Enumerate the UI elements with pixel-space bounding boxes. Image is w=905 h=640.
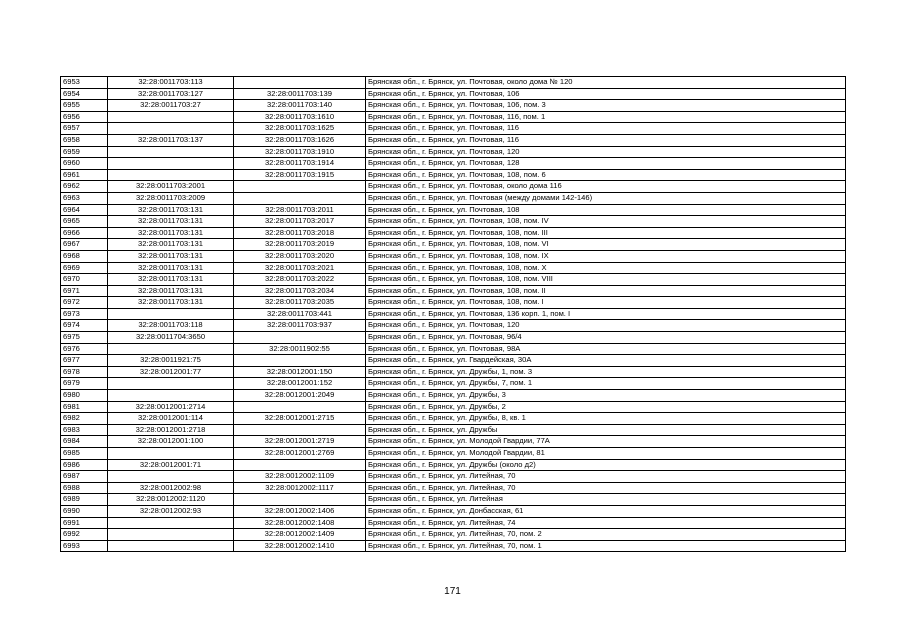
object-cadastral-cell — [234, 459, 366, 471]
row-number-cell: 6975 — [61, 332, 108, 344]
row-number-cell: 6961 — [61, 169, 108, 181]
address-cell: Брянская обл., г. Брянск, ул. Почтовая, 108, пом. IV — [366, 216, 846, 228]
table-row — [61, 134, 846, 146]
table-row — [61, 285, 846, 297]
registry-table-body — [61, 77, 846, 552]
parcel-cadastral-cell — [108, 517, 234, 529]
object-cadastral-cell — [234, 424, 366, 436]
parcel-cadastral-cell: 32:28:0011703:131 — [108, 250, 234, 262]
table-row — [61, 181, 846, 193]
table-row — [61, 192, 846, 204]
registry-table — [60, 76, 846, 552]
table-row — [61, 355, 846, 367]
object-cadastral-cell: 32:28:0011703:2011 — [234, 204, 366, 216]
row-number-cell: 6982 — [61, 413, 108, 425]
parcel-cadastral-cell: 32:28:0011703:27 — [108, 100, 234, 112]
row-number-cell: 6960 — [61, 158, 108, 170]
table-row — [61, 227, 846, 239]
parcel-cadastral-cell — [108, 111, 234, 123]
parcel-cadastral-cell: 32:28:0012002:1120 — [108, 494, 234, 506]
address-cell: Брянская обл., г. Брянск, ул. Почтовая, 116 — [366, 134, 846, 146]
row-number-cell: 6964 — [61, 204, 108, 216]
table-row — [61, 262, 846, 274]
address-cell: Брянская обл., г. Брянск, ул. Почтовая, 106, пом. 3 — [366, 100, 846, 112]
object-cadastral-cell: 32:28:0012001:2769 — [234, 448, 366, 460]
object-cadastral-cell: 32:28:0012001:2715 — [234, 413, 366, 425]
object-cadastral-cell: 32:28:0012002:1410 — [234, 540, 366, 552]
address-cell: Брянская обл., г. Брянск, ул. Почтовая, 120 — [366, 320, 846, 332]
address-cell: Брянская обл., г. Брянск, ул. Почтовая (между домами 142-146) — [366, 192, 846, 204]
row-number-cell: 6991 — [61, 517, 108, 529]
object-cadastral-cell: 32:28:0012001:152 — [234, 378, 366, 390]
parcel-cadastral-cell: 32:28:0011703:131 — [108, 274, 234, 286]
table-row — [61, 274, 846, 286]
page-number: 171 — [444, 586, 461, 597]
parcel-cadastral-cell: 32:28:0011703:131 — [108, 227, 234, 239]
parcel-cadastral-cell — [108, 158, 234, 170]
parcel-cadastral-cell — [108, 123, 234, 135]
parcel-cadastral-cell: 32:28:0012001:2714 — [108, 401, 234, 413]
parcel-cadastral-cell — [108, 471, 234, 483]
address-cell: Брянская обл., г. Брянск, ул. Почтовая, 108, пом. III — [366, 227, 846, 239]
table-row — [61, 332, 846, 344]
address-cell: Брянская обл., г. Брянск, ул. Почтовая, 116 — [366, 123, 846, 135]
parcel-cadastral-cell — [108, 308, 234, 320]
table-row — [61, 366, 846, 378]
address-cell: Брянская обл., г. Брянск, ул. Почтовая, 108 — [366, 204, 846, 216]
address-cell: Брянская обл., г. Брянск, ул. Литейная, 70, пом. 1 — [366, 540, 846, 552]
address-cell: Брянская обл., г. Брянск, ул. Почтовая, 136 корп. 1, пом. I — [366, 308, 846, 320]
row-number-cell: 6970 — [61, 274, 108, 286]
parcel-cadastral-cell — [108, 146, 234, 158]
parcel-cadastral-cell: 32:28:0012001:2718 — [108, 424, 234, 436]
table-row — [61, 111, 846, 123]
object-cadastral-cell: 32:28:0012002:1409 — [234, 529, 366, 541]
table-row — [61, 471, 846, 483]
parcel-cadastral-cell: 32:28:0011703:2001 — [108, 181, 234, 193]
parcel-cadastral-cell: 32:28:0012001:71 — [108, 459, 234, 471]
object-cadastral-cell — [234, 77, 366, 89]
parcel-cadastral-cell — [108, 343, 234, 355]
object-cadastral-cell: 32:28:0011902:55 — [234, 343, 366, 355]
parcel-cadastral-cell: 32:28:0011703:131 — [108, 262, 234, 274]
table-row — [61, 146, 846, 158]
row-number-cell: 6974 — [61, 320, 108, 332]
address-cell: Брянская обл., г. Брянск, ул. Почтовая, 108, пом. I — [366, 297, 846, 309]
object-cadastral-cell: 32:28:0011703:2021 — [234, 262, 366, 274]
parcel-cadastral-cell: 32:28:0011703:137 — [108, 134, 234, 146]
row-number-cell: 6986 — [61, 459, 108, 471]
address-cell: Брянская обл., г. Брянск, ул. Дружбы, 3 — [366, 390, 846, 402]
parcel-cadastral-cell: 32:28:0012002:93 — [108, 505, 234, 517]
object-cadastral-cell: 32:28:0011703:2035 — [234, 297, 366, 309]
table-row — [61, 100, 846, 112]
row-number-cell: 6992 — [61, 529, 108, 541]
address-cell: Брянская обл., г. Брянск, ул. Дружбы (около д2) — [366, 459, 846, 471]
table-row — [61, 88, 846, 100]
object-cadastral-cell: 32:28:0012001:150 — [234, 366, 366, 378]
row-number-cell: 6955 — [61, 100, 108, 112]
address-cell: Брянская обл., г. Брянск, ул. Литейная, 70, пом. 2 — [366, 529, 846, 541]
row-number-cell: 6963 — [61, 192, 108, 204]
object-cadastral-cell — [234, 494, 366, 506]
parcel-cadastral-cell — [108, 448, 234, 460]
row-number-cell: 6965 — [61, 216, 108, 228]
address-cell: Брянская обл., г. Брянск, ул. Донбасская, 61 — [366, 505, 846, 517]
table-row — [61, 239, 846, 251]
object-cadastral-cell: 32:28:0012001:2049 — [234, 390, 366, 402]
object-cadastral-cell: 32:28:0011703:1914 — [234, 158, 366, 170]
table-row — [61, 320, 846, 332]
object-cadastral-cell: 32:28:0011703:937 — [234, 320, 366, 332]
table-row — [61, 297, 846, 309]
address-cell: Брянская обл., г. Брянск, ул. Почтовая, 106 — [366, 88, 846, 100]
address-cell: Брянская обл., г. Брянск, ул. Литейная, 70 — [366, 471, 846, 483]
object-cadastral-cell: 32:28:0012002:1109 — [234, 471, 366, 483]
object-cadastral-cell: 32:28:0011703:441 — [234, 308, 366, 320]
table-row — [61, 448, 846, 460]
parcel-cadastral-cell: 32:28:0011921:75 — [108, 355, 234, 367]
parcel-cadastral-cell: 32:28:0011703:131 — [108, 239, 234, 251]
address-cell: Брянская обл., г. Брянск, ул. Почтовая, 98А — [366, 343, 846, 355]
row-number-cell: 6984 — [61, 436, 108, 448]
table-row — [61, 77, 846, 89]
row-number-cell: 6957 — [61, 123, 108, 135]
table-row — [61, 482, 846, 494]
object-cadastral-cell: 32:28:0012002:1406 — [234, 505, 366, 517]
row-number-cell: 6993 — [61, 540, 108, 552]
parcel-cadastral-cell: 32:28:0012002:98 — [108, 482, 234, 494]
table-row — [61, 158, 846, 170]
parcel-cadastral-cell: 32:28:0011703:113 — [108, 77, 234, 89]
object-cadastral-cell: 32:28:0011703:1915 — [234, 169, 366, 181]
address-cell: Брянская обл., г. Брянск, ул. Почтовая, 120 — [366, 146, 846, 158]
table-row — [61, 308, 846, 320]
table-row — [61, 169, 846, 181]
address-cell: Брянская обл., г. Брянск, ул. Почтовая, 108, пом. II — [366, 285, 846, 297]
row-number-cell: 6972 — [61, 297, 108, 309]
parcel-cadastral-cell — [108, 169, 234, 181]
table-row — [61, 540, 846, 552]
table-row — [61, 390, 846, 402]
address-cell: Брянская обл., г. Брянск, ул. Дружбы, 1, пом. 3 — [366, 366, 846, 378]
object-cadastral-cell: 32:28:0011703:2022 — [234, 274, 366, 286]
object-cadastral-cell: 32:28:0011703:1626 — [234, 134, 366, 146]
address-cell: Брянская обл., г. Брянск, ул. Дружбы, 8, кв. 1 — [366, 413, 846, 425]
parcel-cadastral-cell: 32:28:0011703:127 — [108, 88, 234, 100]
table-row — [61, 401, 846, 413]
table-row — [61, 343, 846, 355]
row-number-cell: 6981 — [61, 401, 108, 413]
object-cadastral-cell: 32:28:0011703:139 — [234, 88, 366, 100]
object-cadastral-cell: 32:28:0011703:2034 — [234, 285, 366, 297]
parcel-cadastral-cell: 32:28:0011703:131 — [108, 285, 234, 297]
object-cadastral-cell: 32:28:0011703:2018 — [234, 227, 366, 239]
address-cell: Брянская обл., г. Брянск, ул. Почтовая, 128 — [366, 158, 846, 170]
row-number-cell: 6954 — [61, 88, 108, 100]
table-row — [61, 424, 846, 436]
row-number-cell: 6973 — [61, 308, 108, 320]
row-number-cell: 6953 — [61, 77, 108, 89]
address-cell: Брянская обл., г. Брянск, ул. Почтовая, 108, пом. VIII — [366, 274, 846, 286]
parcel-cadastral-cell: 32:28:0011703:131 — [108, 297, 234, 309]
row-number-cell: 6962 — [61, 181, 108, 193]
address-cell: Брянская обл., г. Брянск, ул. Молодой Гвардии, 77А — [366, 436, 846, 448]
address-cell: Брянская обл., г. Брянск, ул. Литейная, 70 — [366, 482, 846, 494]
parcel-cadastral-cell: 32:28:0011703:2009 — [108, 192, 234, 204]
row-number-cell: 6979 — [61, 378, 108, 390]
object-cadastral-cell — [234, 192, 366, 204]
object-cadastral-cell: 32:28:0011703:2020 — [234, 250, 366, 262]
table-row — [61, 413, 846, 425]
object-cadastral-cell: 32:28:0011703:1610 — [234, 111, 366, 123]
row-number-cell: 6956 — [61, 111, 108, 123]
row-number-cell: 6983 — [61, 424, 108, 436]
address-cell: Брянская обл., г. Брянск, ул. Дружбы, 2 — [366, 401, 846, 413]
table-row — [61, 529, 846, 541]
row-number-cell: 6990 — [61, 505, 108, 517]
address-cell: Брянская обл., г. Брянск, ул. Почтовая, 116, пом. 1 — [366, 111, 846, 123]
object-cadastral-cell — [234, 332, 366, 344]
parcel-cadastral-cell: 32:28:0011703:131 — [108, 216, 234, 228]
address-cell: Брянская обл., г. Брянск, ул. Литейная, 74 — [366, 517, 846, 529]
row-number-cell: 6985 — [61, 448, 108, 460]
address-cell: Брянская обл., г. Брянск, ул. Почтовая, 108, пом. 6 — [366, 169, 846, 181]
parcel-cadastral-cell: 32:28:0012001:100 — [108, 436, 234, 448]
row-number-cell: 6968 — [61, 250, 108, 262]
object-cadastral-cell: 32:28:0011703:2019 — [234, 239, 366, 251]
object-cadastral-cell: 32:28:0011703:140 — [234, 100, 366, 112]
table-row — [61, 459, 846, 471]
object-cadastral-cell: 32:28:0012002:1408 — [234, 517, 366, 529]
parcel-cadastral-cell: 32:28:0012001:114 — [108, 413, 234, 425]
parcel-cadastral-cell — [108, 529, 234, 541]
row-number-cell: 6971 — [61, 285, 108, 297]
address-cell: Брянская обл., г. Брянск, ул. Почтовая, 108, пом. X — [366, 262, 846, 274]
object-cadastral-cell — [234, 355, 366, 367]
object-cadastral-cell — [234, 181, 366, 193]
object-cadastral-cell: 32:28:0012002:1117 — [234, 482, 366, 494]
table-row — [61, 436, 846, 448]
table-row — [61, 250, 846, 262]
address-cell: Брянская обл., г. Брянск, ул. Дружбы — [366, 424, 846, 436]
row-number-cell: 6978 — [61, 366, 108, 378]
parcel-cadastral-cell — [108, 390, 234, 402]
object-cadastral-cell: 32:28:0011703:1910 — [234, 146, 366, 158]
address-cell: Брянская обл., г. Брянск, ул. Дружбы, 7, пом. 1 — [366, 378, 846, 390]
object-cadastral-cell: 32:28:0011703:2017 — [234, 216, 366, 228]
address-cell: Брянская обл., г. Брянск, ул. Почтовая, 96/4 — [366, 332, 846, 344]
table-row — [61, 378, 846, 390]
parcel-cadastral-cell: 32:28:0011703:118 — [108, 320, 234, 332]
table-row — [61, 123, 846, 135]
address-cell: Брянская обл., г. Брянск, ул. Гвардейская, 30А — [366, 355, 846, 367]
parcel-cadastral-cell: 32:28:0011703:131 — [108, 204, 234, 216]
object-cadastral-cell — [234, 401, 366, 413]
row-number-cell: 6969 — [61, 262, 108, 274]
row-number-cell: 6959 — [61, 146, 108, 158]
table-row — [61, 517, 846, 529]
table-row — [61, 494, 846, 506]
object-cadastral-cell: 32:28:0011703:1625 — [234, 123, 366, 135]
address-cell: Брянская обл., г. Брянск, ул. Почтовая, 108, пом. VI — [366, 239, 846, 251]
row-number-cell: 6980 — [61, 390, 108, 402]
object-cadastral-cell: 32:28:0012001:2719 — [234, 436, 366, 448]
parcel-cadastral-cell — [108, 540, 234, 552]
parcel-cadastral-cell — [108, 378, 234, 390]
table-row — [61, 505, 846, 517]
parcel-cadastral-cell: 32:28:0011704:3650 — [108, 332, 234, 344]
address-cell: Брянская обл., г. Брянск, ул. Литейная — [366, 494, 846, 506]
row-number-cell: 6988 — [61, 482, 108, 494]
parcel-cadastral-cell: 32:28:0012001:77 — [108, 366, 234, 378]
address-cell: Брянская обл., г. Брянск, ул. Почтовая, около дома 116 — [366, 181, 846, 193]
address-cell: Брянская обл., г. Брянск, ул. Молодой Гвардии, 81 — [366, 448, 846, 460]
row-number-cell: 6958 — [61, 134, 108, 146]
row-number-cell: 6976 — [61, 343, 108, 355]
address-cell: Брянская обл., г. Брянск, ул. Почтовая, 108, пом. IX — [366, 250, 846, 262]
row-number-cell: 6987 — [61, 471, 108, 483]
row-number-cell: 6989 — [61, 494, 108, 506]
row-number-cell: 6966 — [61, 227, 108, 239]
row-number-cell: 6967 — [61, 239, 108, 251]
table-row — [61, 216, 846, 228]
address-cell: Брянская обл., г. Брянск, ул. Почтовая, около дома № 120 — [366, 77, 846, 89]
table-row — [61, 204, 846, 216]
row-number-cell: 6977 — [61, 355, 108, 367]
